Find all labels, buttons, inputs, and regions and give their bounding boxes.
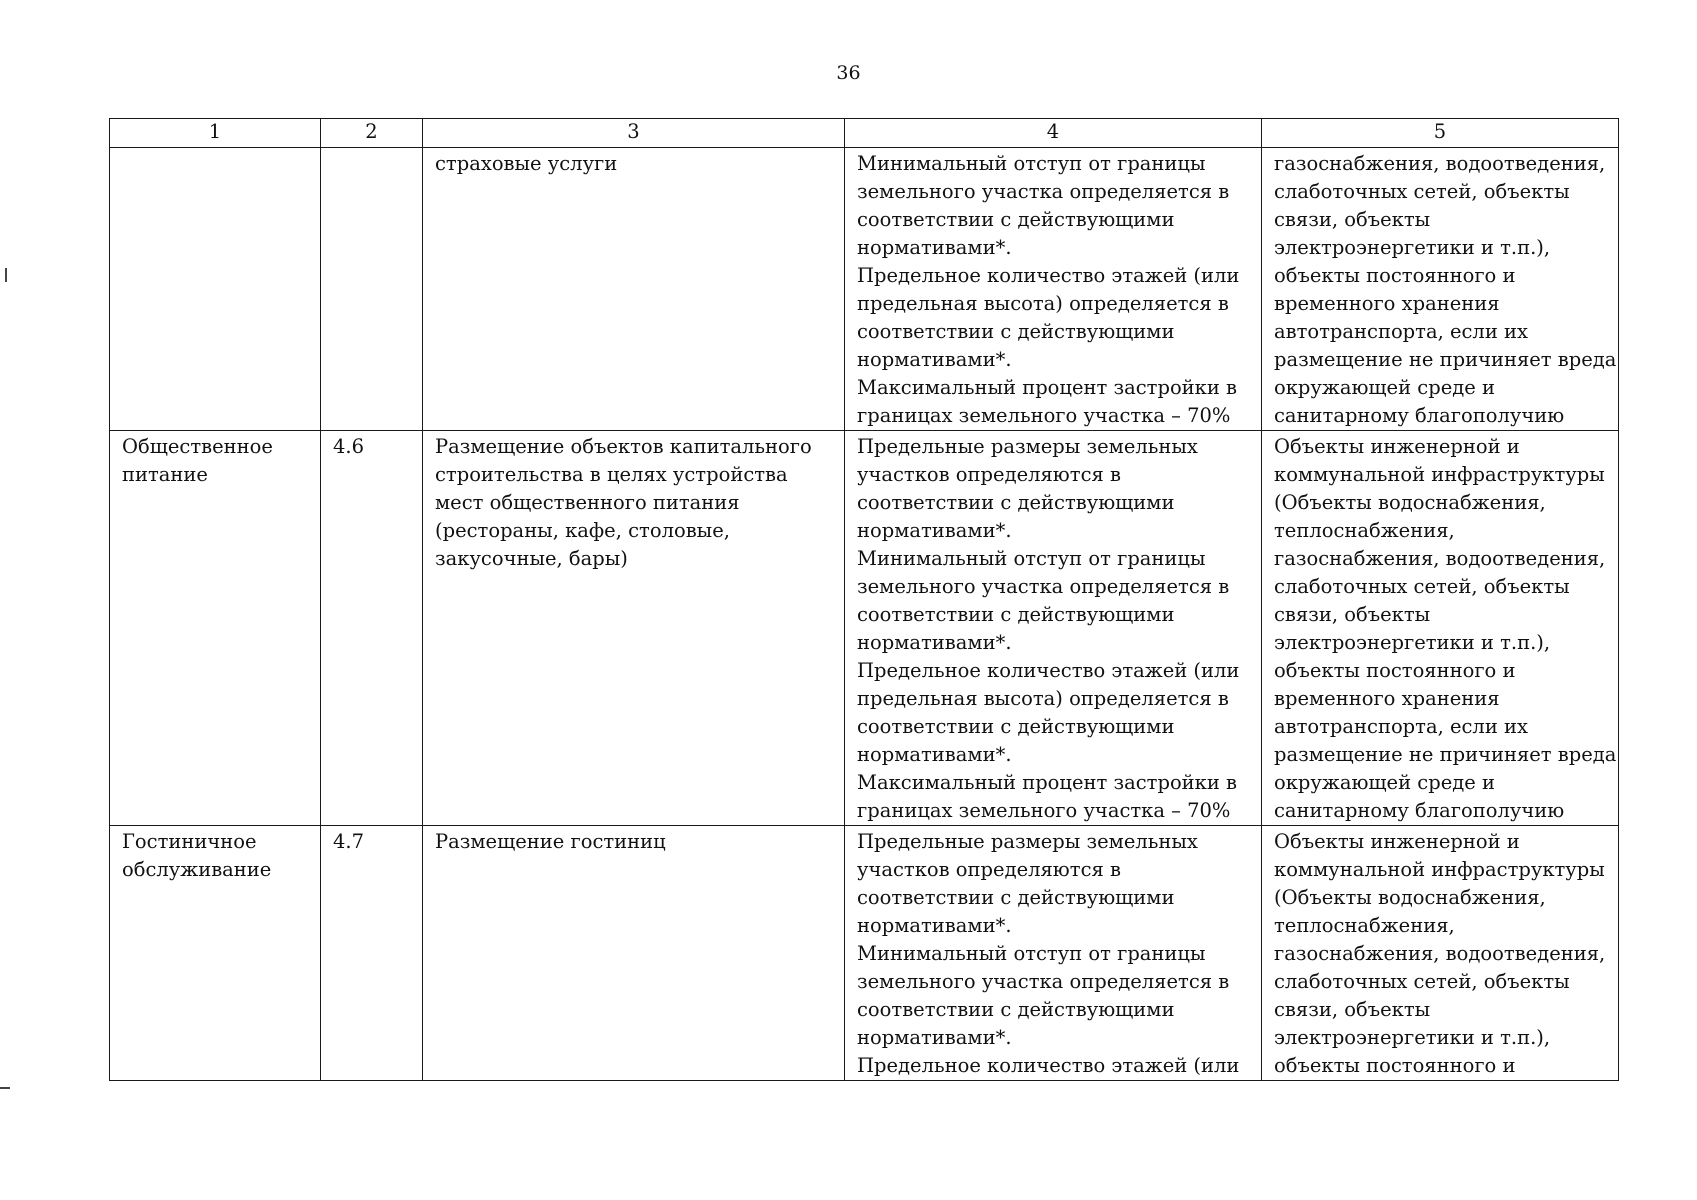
cell-line: Минимальный отступ от границы [857,152,1206,175]
cell-line: Предельное количество этажей (или [857,659,1240,682]
cell-line: окружающей среде и [1274,376,1495,399]
parameters-cell [845,431,1262,826]
cell-line: земельного участка определяется в [857,970,1230,993]
cell-line: коммунальной инфраструктуры [1274,858,1605,881]
cell-line: связи, объекты [1274,603,1431,626]
cell-line: земельного участка определяется в [857,180,1230,203]
cell-line: соответствии с действующими [857,998,1175,1021]
cell-line: окружающей среде и [1274,771,1495,794]
cell-line: обслуживание [122,858,272,881]
use-name-cell [110,431,321,826]
cell-line: объекты постоянного и [1274,659,1516,682]
cell-line: нормативами*. [857,236,1012,259]
cell-line: нормативами*. [857,914,1012,937]
use-description-cell [423,148,845,431]
cell-line: Объекты инженерной и [1274,435,1520,458]
cell-line: нормативами*. [857,519,1012,542]
cell-line: соответствии с действующими [857,320,1175,343]
use-description-cell [423,431,845,826]
cell-line: размещение не причиняет вреда [1274,348,1617,371]
cell-line: электроэнергетики и т.п.), [1274,631,1551,654]
cell-line: газоснабжения, водоотведения, [1274,547,1606,570]
cell-line: слаботочных сетей, объекты [1274,180,1570,203]
cell-line: участков определяются в [857,858,1121,881]
scan-mark-top [5,268,7,282]
cell-line: земельного участка определяется в [857,575,1230,598]
cell-line: границах земельного участка – 70% [857,799,1231,822]
cell-line: соответствии с действующими [857,715,1175,738]
table-row [110,826,1619,1081]
cell-line: участков определяются в [857,463,1121,486]
table-row [110,148,1619,431]
cell-line: Максимальный процент застройки в [857,771,1238,794]
cell-line: Максимальный процент застройки в [857,376,1238,399]
use-name-cell [110,148,321,431]
use-description-cell [423,826,845,1081]
cell-line: Минимальный отступ от границы [857,547,1206,570]
cell-line: Предельные размеры земельных [857,830,1198,853]
cell-line: соответствии с действующими [857,208,1175,231]
cell-line: предельная высота) определяется в [857,292,1229,315]
cell-line: автотранспорта, если их [1274,320,1529,343]
cell-line: страховые услуги [435,152,618,175]
cell-line: 4.7 [333,830,365,853]
cell-line: временного хранения [1274,292,1500,315]
cell-line: границах земельного участка – 70% [857,404,1231,427]
cell-line: газоснабжения, водоотведения, [1274,152,1606,175]
use-code-cell [321,826,423,1081]
cell-line: электроэнергетики и т.п.), [1274,1026,1551,1049]
cell-line: Минимальный отступ от границы [857,942,1206,965]
cell-line: (Объекты водоснабжения, [1274,491,1546,514]
column-header: 3 [423,119,845,148]
cell-line: питание [122,463,208,486]
cell-line: соответствии с действующими [857,491,1175,514]
cell-line: Предельные размеры земельных [857,435,1198,458]
cell-line: Предельное количество этажей (или [857,264,1240,287]
cell-line: слаботочных сетей, объекты [1274,575,1570,598]
cell-line: нормативами*. [857,348,1012,371]
cell-line: нормативами*. [857,743,1012,766]
cell-line: теплоснабжения, [1274,914,1455,937]
column-header: 5 [1262,119,1619,148]
cell-line: соответствии с действующими [857,603,1175,626]
cell-line: закусочные, бары) [435,547,628,570]
cell-line: газоснабжения, водоотведения, [1274,942,1606,965]
cell-line: объекты постоянного и [1274,264,1516,287]
cell-line: коммунальной инфраструктуры [1274,463,1605,486]
cell-line: теплоснабжения, [1274,519,1455,542]
cell-line: Объекты инженерной и [1274,830,1520,853]
cell-line: автотранспорта, если их [1274,715,1529,738]
cell-line: нормативами*. [857,631,1012,654]
cell-line: электроэнергетики и т.п.), [1274,236,1551,259]
auxiliary-uses-cell [1262,431,1619,826]
cell-line: Размещение гостиниц [435,830,666,853]
cell-line: размещение не причиняет вреда [1274,743,1617,766]
cell-line: мест общественного питания [435,491,740,514]
cell-line: 4.6 [333,435,365,458]
scan-mark-bottom [0,1087,10,1089]
use-name-cell [110,826,321,1081]
cell-line: санитарному благополучию [1274,799,1565,822]
auxiliary-uses-cell [1262,826,1619,1081]
use-code-cell [321,148,423,431]
cell-line: строительства в целях устройства [435,463,788,486]
cell-line: предельная высота) определяется в [857,687,1229,710]
table-header-row [110,119,1619,148]
cell-line: связи, объекты [1274,208,1431,231]
cell-line: Общественное [122,435,273,458]
cell-line: санитарному благополучию [1274,404,1565,427]
page-number: 36 [836,62,861,84]
auxiliary-uses-cell [1262,148,1619,431]
document-table [109,118,1619,1081]
cell-line: временного хранения [1274,687,1500,710]
use-code-cell [321,431,423,826]
cell-line: (Объекты водоснабжения, [1274,886,1546,909]
table-row [110,431,1619,826]
cell-line: Предельное количество этажей (или [857,1054,1240,1077]
cell-line: нормативами*. [857,1026,1012,1049]
cell-line: Размещение объектов капитального [435,435,812,458]
column-header: 2 [321,119,423,148]
cell-line: слаботочных сетей, объекты [1274,970,1570,993]
cell-line: соответствии с действующими [857,886,1175,909]
cell-line: Гостиничное [122,830,257,853]
cell-line: связи, объекты [1274,998,1431,1021]
column-header: 4 [845,119,1262,148]
cell-line: объекты постоянного и [1274,1054,1516,1077]
parameters-cell [845,826,1262,1081]
cell-line: (рестораны, кафе, столовые, [435,519,730,542]
column-header: 1 [110,119,321,148]
parameters-cell [845,148,1262,431]
